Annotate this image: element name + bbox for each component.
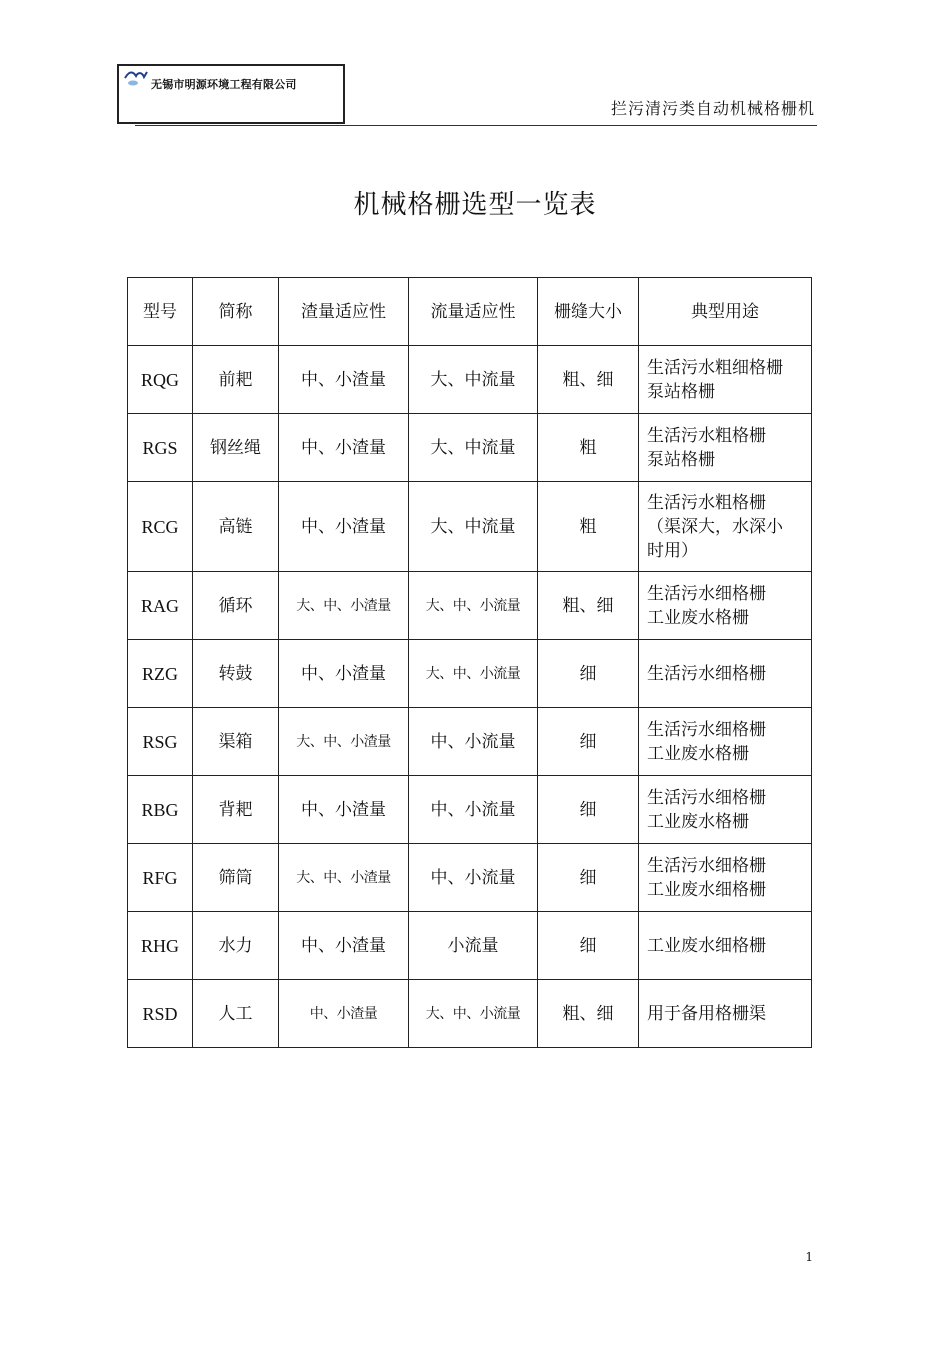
document-title: 机械格栅选型一览表 (353, 190, 597, 220)
cell-name: 高链 (193, 482, 279, 572)
table-row (128, 414, 812, 482)
cell-model: RSD (128, 980, 193, 1048)
company-logo-icon (123, 68, 153, 88)
cell-use: 生活污水细格栅 工业废水格栅 (639, 708, 812, 776)
cell-flow: 大、中流量 (409, 414, 538, 482)
cell-name: 渠箱 (193, 708, 279, 776)
header-title: 拦污清污类自动机械格栅机 (610, 99, 815, 118)
cell-residue: 中、小渣量 (279, 414, 409, 482)
column-header: 流量适应性 (409, 278, 538, 346)
cell-gap: 细 (538, 708, 639, 776)
table-row (128, 844, 812, 912)
cell-model: RBG (128, 776, 193, 844)
cell-name: 水力 (193, 912, 279, 980)
cell-name: 钢丝绳 (193, 414, 279, 482)
cell-model: RZG (128, 640, 193, 708)
cell-flow: 大、中、小流量 (409, 980, 538, 1048)
cell-gap: 细 (538, 776, 639, 844)
cell-use: 用于备用格栅渠 (639, 980, 812, 1048)
cell-use: 生活污水粗格栅 泵站格栅 (639, 414, 812, 482)
cell-flow: 大、中、小流量 (409, 572, 538, 640)
company-logo-box (117, 64, 345, 124)
cell-residue: 大、中、小渣量 (279, 844, 409, 912)
cell-use: 工业废水细格栅 (639, 912, 812, 980)
table-row (128, 980, 812, 1048)
cell-model: RGS (128, 414, 193, 482)
cell-residue: 中、小渣量 (279, 346, 409, 414)
cell-name: 转鼓 (193, 640, 279, 708)
cell-residue: 中、小渣量 (279, 482, 409, 572)
cell-gap: 粗 (538, 482, 639, 572)
cell-residue: 中、小渣量 (279, 980, 409, 1048)
cell-gap: 细 (538, 844, 639, 912)
column-header: 渣量适应性 (279, 278, 409, 346)
cell-gap: 粗、细 (538, 980, 639, 1048)
table-row (128, 346, 812, 414)
cell-model: RAG (128, 572, 193, 640)
company-name: 无锡市明源环境工程有限公司 (151, 78, 297, 91)
cell-gap: 粗 (538, 414, 639, 482)
cell-gap: 细 (538, 640, 639, 708)
cell-use: 生活污水粗格栅 （渠深大，水深小 时用） (639, 482, 812, 572)
cell-use: 生活污水细格栅 工业废水细格栅 (639, 844, 812, 912)
column-header: 型号 (128, 278, 193, 346)
table-row (128, 482, 812, 572)
selection-table (127, 277, 812, 1048)
cell-use: 生活污水细格栅 (639, 640, 812, 708)
cell-model: RFG (128, 844, 193, 912)
column-header: 栅缝大小 (538, 278, 639, 346)
table-row (128, 912, 812, 980)
table-row (128, 640, 812, 708)
cell-gap: 粗、细 (538, 572, 639, 640)
cell-gap: 细 (538, 912, 639, 980)
cell-name: 前耙 (193, 346, 279, 414)
cell-flow: 小流量 (409, 912, 538, 980)
cell-use: 生活污水细格栅 工业废水格栅 (639, 776, 812, 844)
cell-use: 生活污水粗细格栅 泵站格栅 (639, 346, 812, 414)
cell-model: RQG (128, 346, 193, 414)
cell-name: 背耙 (193, 776, 279, 844)
cell-model: RHG (128, 912, 193, 980)
column-header: 简称 (193, 278, 279, 346)
cell-residue: 大、中、小渣量 (279, 572, 409, 640)
cell-residue: 中、小渣量 (279, 640, 409, 708)
cell-residue: 大、中、小渣量 (279, 708, 409, 776)
cell-flow: 中、小流量 (409, 708, 538, 776)
cell-flow: 大、中流量 (409, 482, 538, 572)
table-header-row (128, 278, 812, 346)
cell-flow: 中、小流量 (409, 844, 538, 912)
table-row (128, 572, 812, 640)
cell-model: RSG (128, 708, 193, 776)
header-divider (135, 125, 817, 126)
cell-name: 人工 (193, 980, 279, 1048)
cell-model: RCG (128, 482, 193, 572)
cell-flow: 大、中流量 (409, 346, 538, 414)
cell-gap: 粗、细 (538, 346, 639, 414)
cell-residue: 中、小渣量 (279, 912, 409, 980)
column-header: 典型用途 (639, 278, 812, 346)
cell-use: 生活污水细格栅 工业废水格栅 (639, 572, 812, 640)
table-row (128, 708, 812, 776)
cell-name: 筛筒 (193, 844, 279, 912)
cell-name: 循环 (193, 572, 279, 640)
page-number: 1 (805, 1250, 813, 1264)
cell-residue: 中、小渣量 (279, 776, 409, 844)
cell-flow: 大、中、小流量 (409, 640, 538, 708)
cell-flow: 中、小流量 (409, 776, 538, 844)
table-row (128, 776, 812, 844)
